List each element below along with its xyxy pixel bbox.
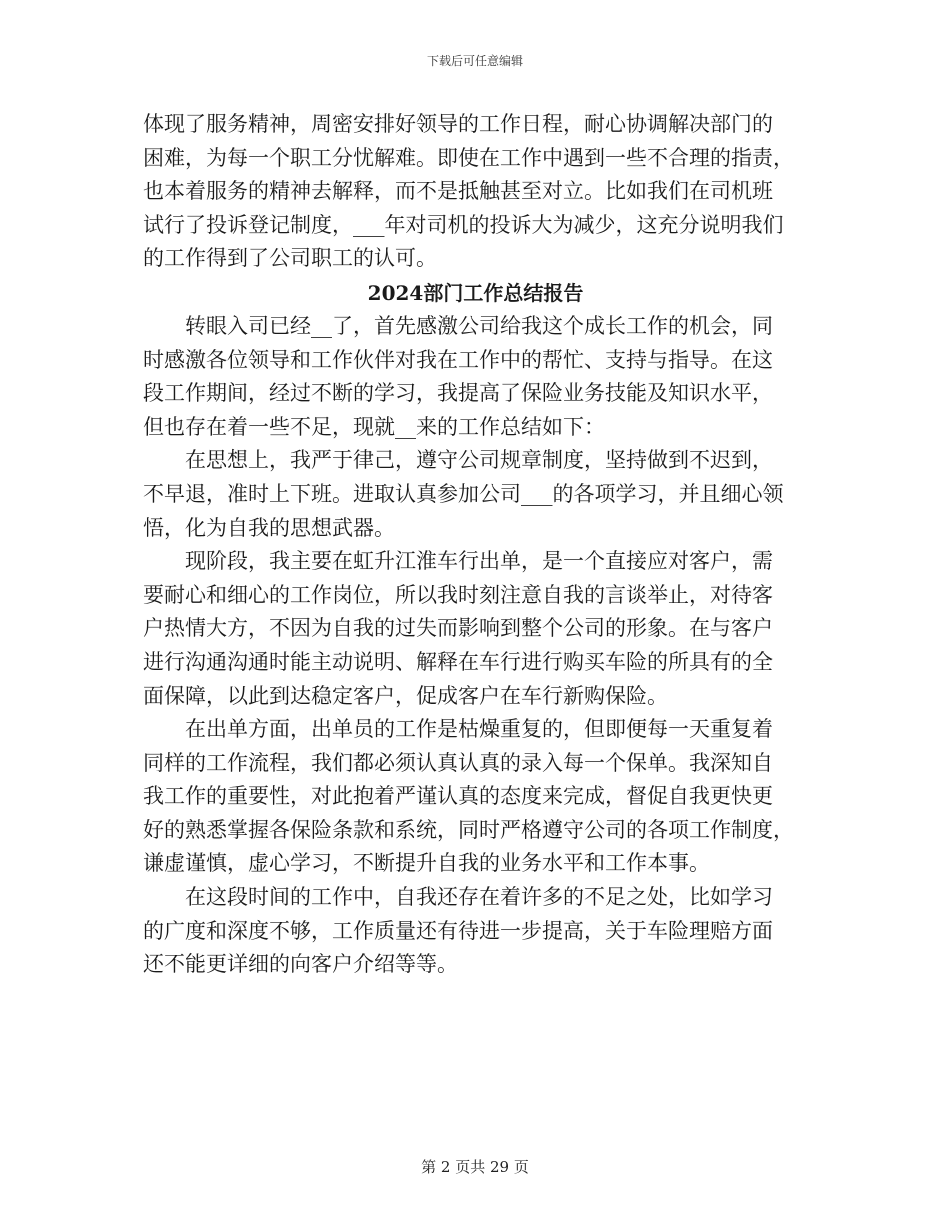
body-line: 好的熟悉掌握各保险条款和系统，同时严格遵守公司的各项工作制度， [143,817,794,842]
body-line: 同样的工作流程，我们都必须认真认真的录入每一个保单。我深知自 [143,750,773,775]
page-footer: 第 2 页共 29 页 [421,1158,529,1176]
body-line: 的广度和深度不够，工作质量还有待进一步提高，关于车险理赔方面 [143,918,773,943]
body-line: 体现了服务精神，周密安排好领导的工作日程，耐心协调解决部门的 [143,112,773,136]
body-line: 要耐心和细心的工作岗位，所以我时刻注意自我的言谈举止，对待客 [143,582,773,607]
body-line: 我工作的重要性，对此抱着严谨认真的态度来完成，督促自我更快更 [143,784,773,809]
body-line: 的工作得到了公司职工的认可。 [143,246,437,271]
body-line: 在这段时间的工作中，自我还存在着许多的不足之处，比如学习 [185,885,773,910]
document-body [143,108,808,982]
body-line: 现阶段，我主要在虹升江淮车行出单，是一个直接应对客户，需 [185,549,773,574]
body-line: 段工作期间，经过不断的学习，我提高了保险业务技能及知识水平， [143,381,773,406]
page-header: 下载后可任意编辑 [426,54,523,68]
section-title: 2024部门工作总结报告 [367,280,584,305]
body-line: 困难，为每一个职工分忧解难。即使在工作中遇到一些不合理的指责， [143,145,794,170]
body-line: 试行了投诉登记制度，___年对司机的投诉大为减少，这充分说明我们 [143,212,784,237]
body-line: 转眼入司已经__了，首先感激公司给我这个成长工作的机会，同 [185,313,773,338]
body-line: 进行沟通沟通时能主动说明、解释在车行进行购买车险的所具有的全 [143,649,773,674]
body-line: 但也存在着一些不足，现就__来的工作总结如下： [143,414,605,439]
body-line: 谦虚谨慎，虚心学习，不断提升自我的业务水平和工作本事。 [143,851,710,876]
body-line: 在出单方面，出单员的工作是枯燥重复的，但即便每一天重复着 [185,717,773,742]
body-line: 户热情大方，不因为自我的过失而影响到整个公司的形象。在与客户 [143,616,773,641]
body-line: 也本着服务的精神去解释，而不是抵触甚至对立。比如我们在司机班 [143,179,773,204]
body-line: 面保障，以此到达稳定客户，促成客户在车行新购保险。 [143,683,668,708]
body-line: 还不能更详细的向客户介绍等等。 [143,952,458,977]
body-line: 时感激各位领导和工作伙伴对我在工作中的帮忙、支持与指导。在这 [143,347,773,372]
body-line: 不早退，准时上下班。进取认真参加公司___的各项学习，并且细心领 [143,481,784,506]
body-line: 在思想上，我严于律己，遵守公司规章制度，坚持做到不迟到， [185,448,773,473]
body-line: 悟，化为自我的思想武器。 [143,515,395,540]
